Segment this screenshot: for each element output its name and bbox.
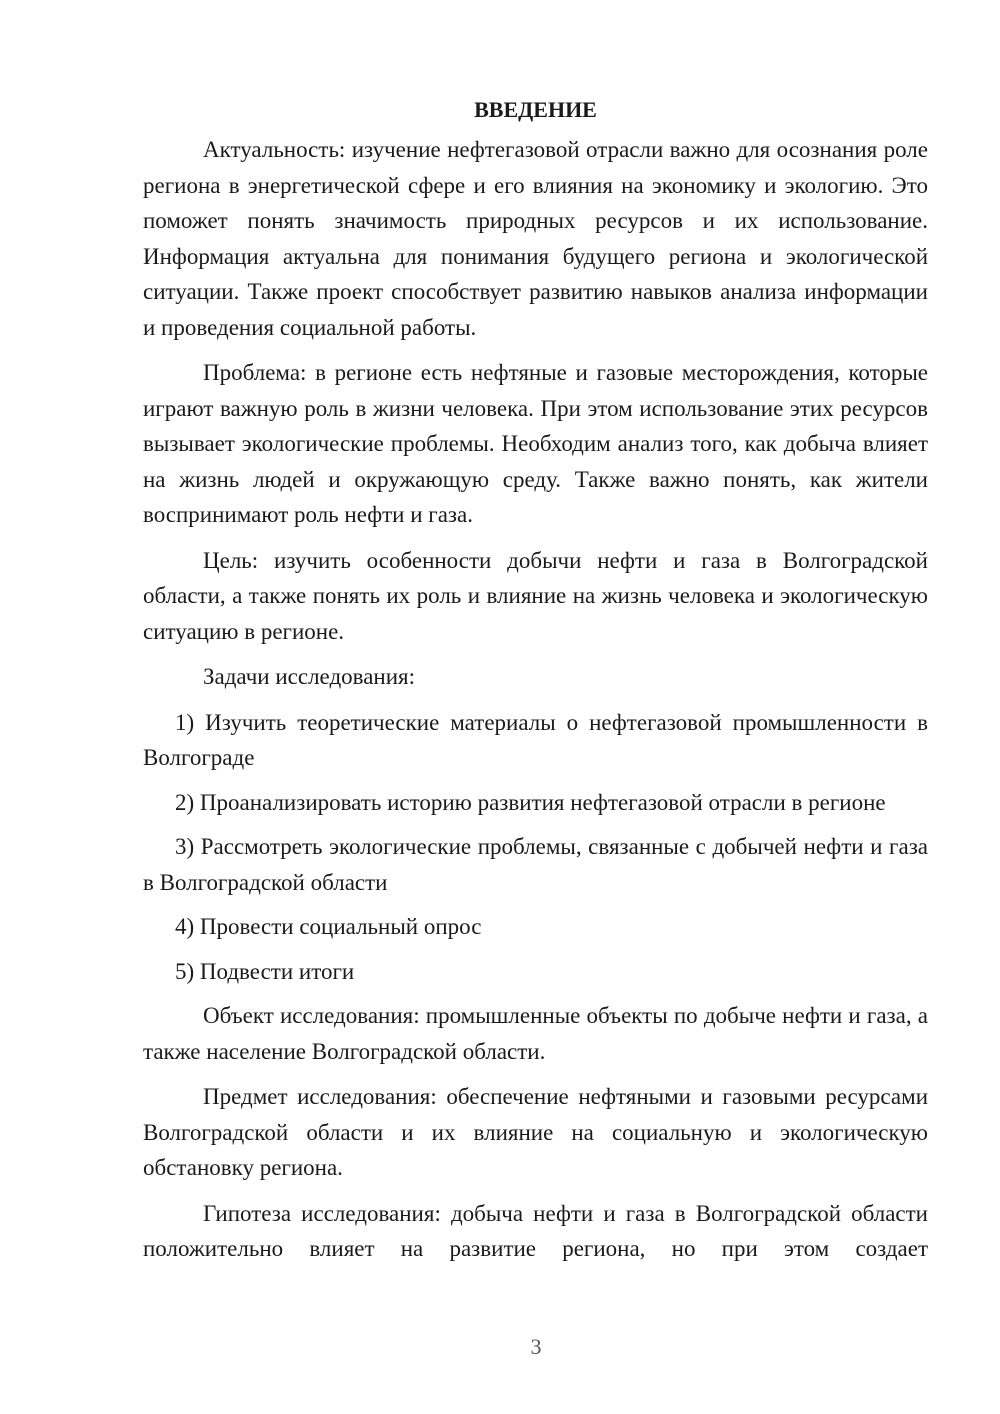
task-item-2: 2) Проанализировать историю развития нефтегазовой отрасли в регионе [175, 789, 886, 815]
paragraph-object: Объект исследования: промышленные объекты по добыче нефти и газа, а также население Волгоградской области. [143, 1003, 928, 1064]
task-item-3: 3) Рассмотреть экологические проблемы, связанные с добычей нефти и газа в Волгоградской области [143, 834, 928, 895]
document-heading: ВВЕДЕНИЕ [474, 97, 597, 122]
paragraph-relevance: Актуальность: изучение нефтегазовой отрасли важно для осознания роле региона в энергетической сфере и его влияния на экономику и экологию. Это поможет понять значимость природных ресурсов и их использование. Информация актуальна для понимания будущего региона и экологической ситуации. Также проект способствует развитию навыков анализа информации и проведения социальной работы. [143, 137, 928, 340]
paragraph-subject: Предмет исследования: обеспечение нефтяными и газовыми ресурсами Волгоградской области и их влияние на социальную и экологическую обстановку региона. [143, 1084, 928, 1180]
task-item-5: 5) Подвести итоги [175, 958, 355, 984]
paragraph-problem: Проблема: в регионе есть нефтяные и газовые месторождения, которые играют важную роль в жизни человека. При этом использование этих ресурсов вызывает экологические проблемы. Необходим анализ того, как добыча влияет на жизнь людей и окружающую среду. Также важно понять, как жители воспринимают роль нефти и газа. [143, 360, 928, 527]
paragraph-hypothesis: Гипотеза исследования: добыча нефти и газа в Волгоградской области положительно влияет на развитие региона, но при этом создает [143, 1200, 928, 1261]
paragraph-goal: Цель: изучить особенности добычи нефти и газа в Волгоградской области, а также понять их роль и влияние на жизнь человека и экологическую ситуацию в регионе. [143, 547, 928, 644]
task-item-1: 1) Изучить теоретические материалы о нефтегазовой промышленности в Волгограде [143, 709, 928, 770]
paragraph-tasks-heading: Задачи исследования: [203, 664, 416, 689]
task-item-4: 4) Провести социальный опрос [175, 914, 482, 939]
page-number: 3 [530, 1334, 542, 1359]
document-page [143, 92, 928, 1277]
